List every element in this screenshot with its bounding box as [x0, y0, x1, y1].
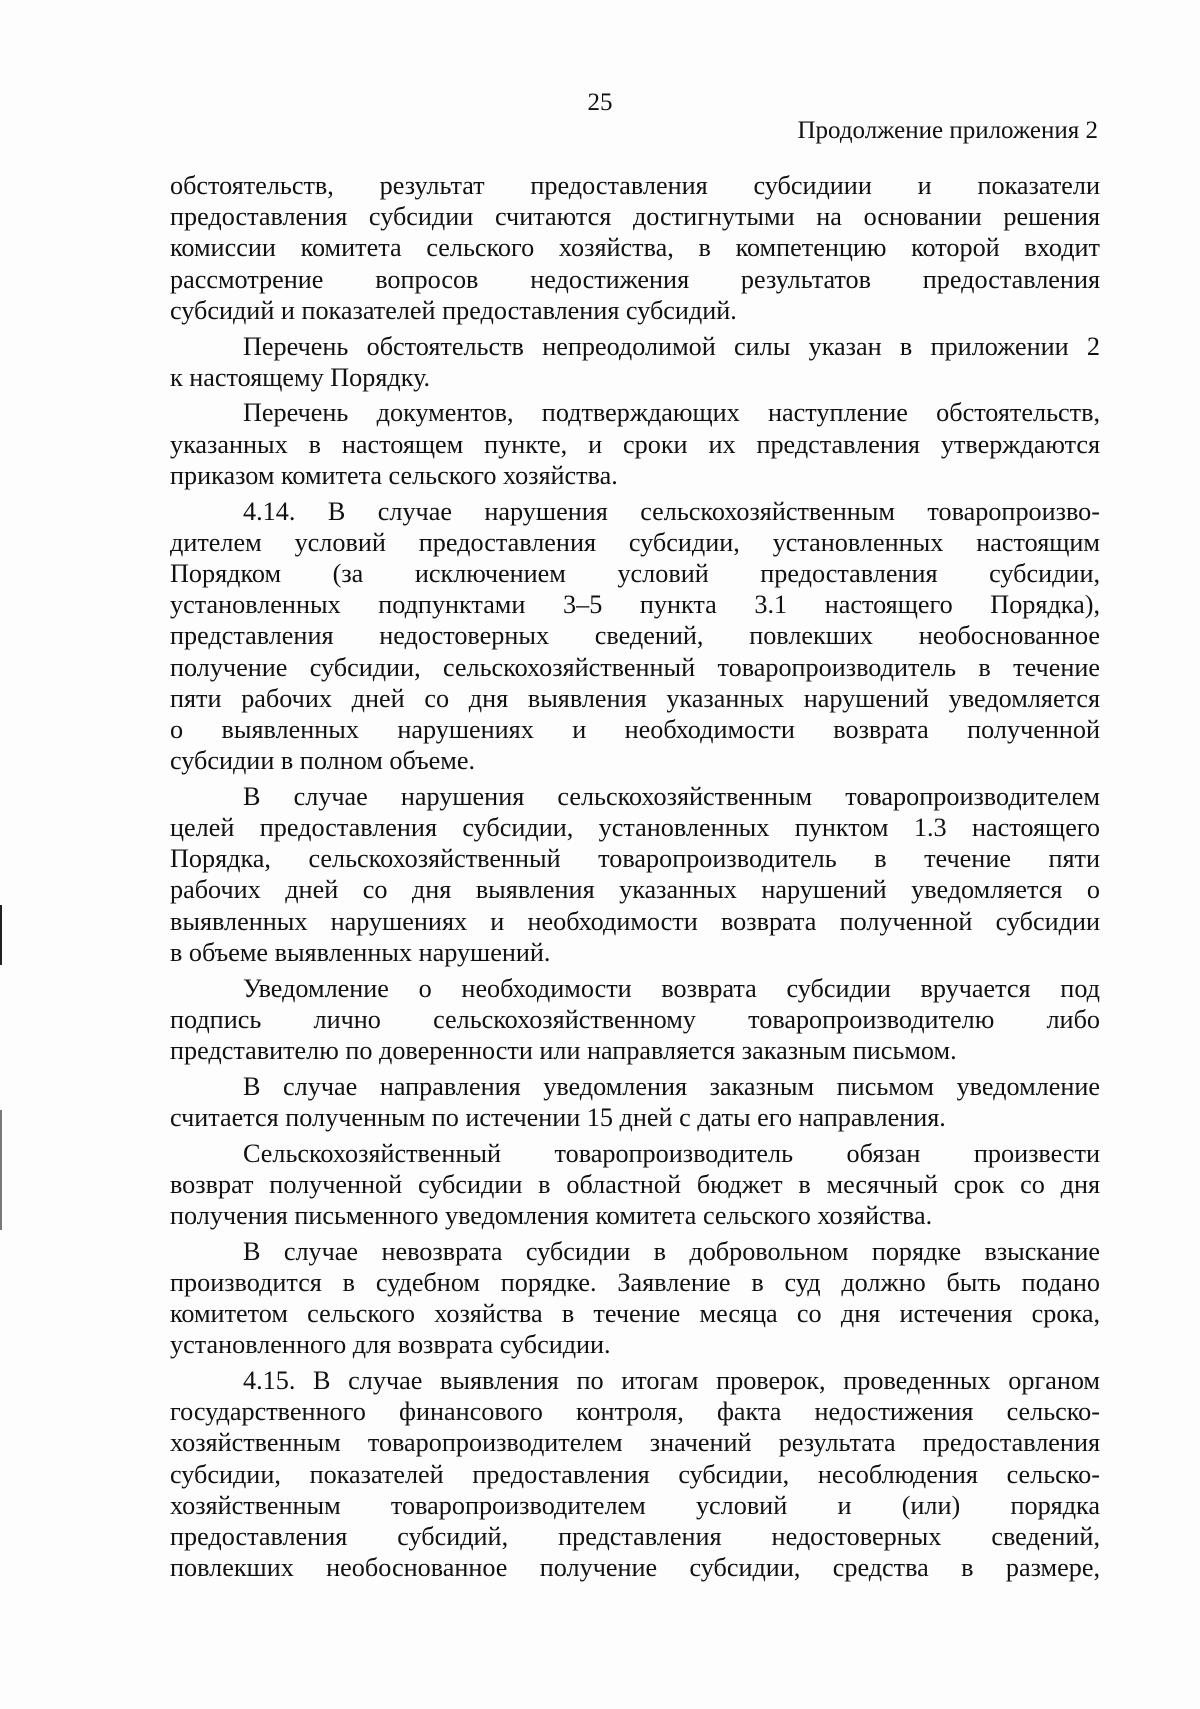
paragraph: [170, 781, 1100, 968]
text-line: представителю по доверенности или направляется заказным письмом.: [170, 1035, 957, 1065]
text-line: целей предоставления субсидии, установленных пунктом 1.3 настоящего: [170, 813, 1100, 843]
text-line: предоставления субсидии считаются достигнутыми на основании решения: [170, 202, 1100, 232]
paragraph: [170, 170, 1100, 326]
text-line: В случае нарушения сельскохозяйственным товаропроизводителем: [243, 781, 1100, 811]
text-line: комитетом сельского хозяйства в течение месяца со дня истечения срока,: [170, 1299, 1100, 1329]
text-line: хозяйственным товаропроизводителем значений результата предоставления: [170, 1428, 1100, 1458]
text-line: Перечень документов, подтверждающих наступление обстоятельств,: [243, 398, 1100, 428]
text-line: субсидии в полном объеме.: [170, 746, 476, 776]
text-line: комиссии комитета сельского хозяйства, в компетенцию которой входит: [170, 233, 1100, 263]
paragraph: [170, 1071, 1100, 1133]
text-line: пяти рабочих дней со дня выявления указанных нарушений уведомляется: [170, 683, 1100, 713]
text-line: субсидии, показателей предоставления субсидии, несоблюдения сельско-: [170, 1459, 1100, 1489]
text-line: Сельскохозяйственный товаропроизводитель обязан произвести: [243, 1138, 1100, 1168]
document-body: [170, 170, 1100, 1588]
text-line: к настоящему Порядку.: [170, 362, 431, 392]
paragraph: [170, 1236, 1100, 1361]
paragraph: [170, 1365, 1100, 1583]
text-line: рабочих дней со дня выявления указанных нарушений уведомляется о: [170, 875, 1100, 905]
page-number: 25: [587, 89, 613, 116]
paragraph: [170, 331, 1100, 393]
paragraph: [170, 496, 1100, 777]
text-line: получение субсидии, сельскохозяйственный товаропроизводитель в течение: [170, 652, 1100, 682]
paragraph: [170, 1138, 1100, 1232]
text-line: указанных в настоящем пункте, и сроки их представления утверждаются: [170, 429, 1100, 459]
text-line: Порядка, сельскохозяйственный товаропроизводитель в течение пяти: [170, 844, 1100, 874]
text-line: повлекших необоснованное получение субсидии, средства в размере,: [170, 1553, 1100, 1583]
scan-edge-mark: [0, 905, 2, 965]
text-line: хозяйственным товаропроизводителем условий и (или) порядка: [170, 1490, 1100, 1520]
text-line: дителем условий предоставления субсидии, установленных настоящим: [170, 527, 1100, 557]
text-line: в объеме выявленных нарушений.: [170, 937, 551, 967]
scan-edge-mark: [0, 1110, 2, 1230]
text-line: установленного для возврата субсидии.: [170, 1330, 611, 1360]
text-line: Порядком (за исключением условий предоставления субсидии,: [170, 558, 1100, 588]
text-line: предоставления субсидий, представления недостоверных сведений,: [170, 1522, 1100, 1552]
appendix-continuation-label: Продолжение приложения 2: [797, 117, 1098, 144]
text-line: подпись лично сельскохозяйственному товаропроизводителю либо: [170, 1004, 1100, 1034]
text-line: Уведомление о необходимости возврата субсидии вручается под: [243, 973, 1100, 1003]
paragraph: [170, 973, 1100, 1067]
text-line: возврат полученной субсидии в областной бюджет в месячный срок со дня: [170, 1169, 1100, 1199]
text-line: обстоятельств, результат предоставления субсидиии и показатели: [170, 171, 1100, 200]
text-line: о выявленных нарушениях и необходимости возврата полученной: [170, 714, 1100, 744]
text-line: субсидий и показателей предоставления субсидий.: [170, 295, 737, 325]
text-line: 4.14. В случае нарушения сельскохозяйственным товаропроизво-: [243, 496, 1100, 526]
text-line: выявленных нарушениях и необходимости возврата полученной субсидии: [170, 906, 1100, 936]
text-line: считается полученным по истечении 15 дней с даты его направления.: [170, 1102, 946, 1132]
text-line: 4.15. В случае выявления по итогам проверок, проведенных органом: [243, 1366, 1100, 1396]
text-line: Перечень обстоятельств непреодолимой силы указан в приложении 2: [243, 331, 1100, 361]
text-line: представления недостоверных сведений, повлекших необоснованное: [170, 621, 1100, 651]
text-line: В случае невозврата субсидии в добровольном порядке взыскание: [243, 1236, 1100, 1266]
text-line: производится в судебном порядке. Заявление в суд должно быть подано: [170, 1267, 1100, 1297]
text-line: В случае направления уведомления заказным письмом уведомление: [243, 1071, 1100, 1101]
text-line: установленных подпунктами 3–5 пункта 3.1 настоящего Порядка),: [170, 590, 1100, 620]
paragraph: [170, 397, 1100, 491]
text-line: государственного финансового контроля, факта недостижения сельско-: [170, 1397, 1100, 1427]
text-line: приказом комитета сельского хозяйства.: [170, 460, 618, 490]
text-line: получения письменного уведомления комитета сельского хозяйства.: [170, 1201, 933, 1230]
text-line: рассмотрение вопросов недостижения результатов предоставления: [170, 264, 1100, 294]
